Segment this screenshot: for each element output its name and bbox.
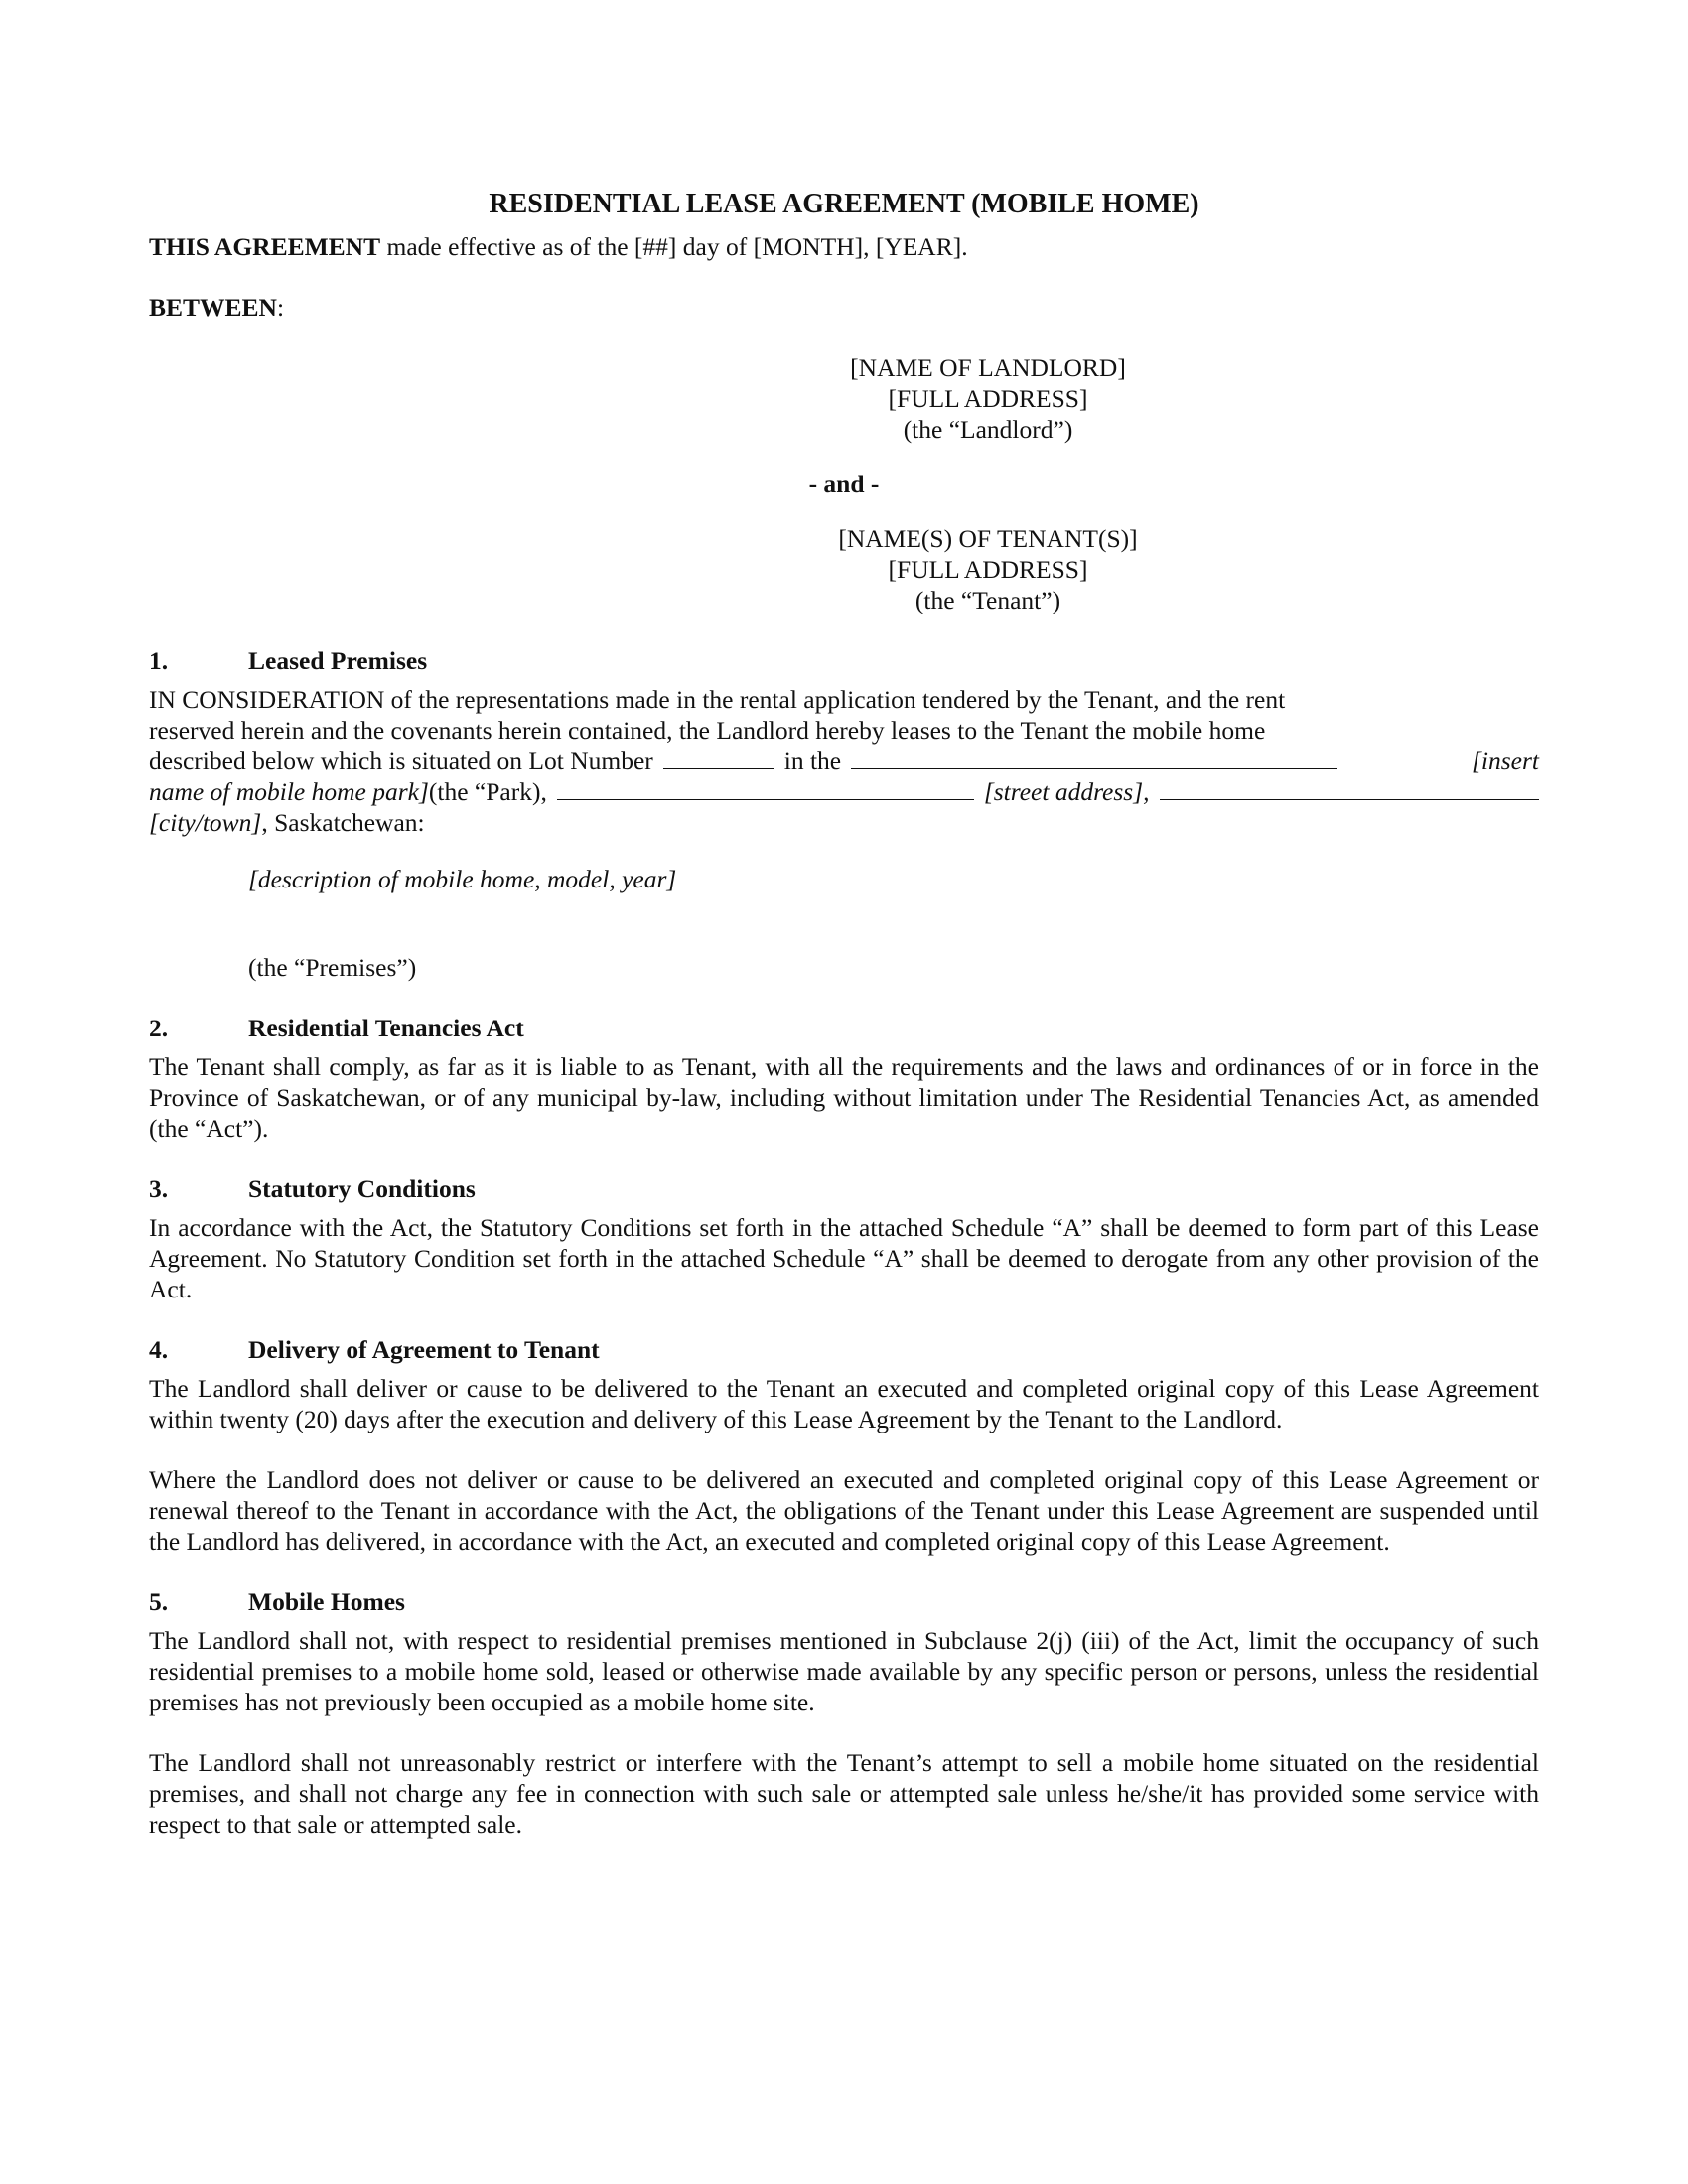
section-3-heading: 3. Statutory Conditions [149, 1174, 476, 1203]
section-4-title: Delivery of Agreement to Tenant [248, 1335, 600, 1364]
tenant-defined: (the “Tenant”) [914, 586, 1061, 614]
landlord-name: [NAME OF LANDLORD] [850, 353, 1126, 382]
lot-number-blank[interactable] [663, 747, 774, 769]
section-5-paragraph-1: The Landlord shall not, with respect to residential premises mentioned in Subclause 2(j) (iii) of the Act, limit the occupancy of such residential premises to a mobile home sold, leased or otherwise made available by any specific person or persons, unless the residential premises has not previously been occupied as a mobile home site. [149, 1626, 1539, 1716]
section-5-heading: 5. Mobile Homes [149, 1587, 405, 1616]
section-1-title: Leased Premises [248, 646, 428, 675]
intro-text: made effective as of the [##] day of [MONTH], [YEAR]. [380, 232, 968, 261]
section-2-title: Residential Tenancies Act [248, 1014, 524, 1042]
tenant-name: [NAME(S) OF TENANT(S)] [838, 524, 1138, 553]
document-title: RESIDENTIAL LEASE AGREEMENT (MOBILE HOME) [489, 189, 1199, 219]
section-2-heading: 2. Residential Tenancies Act [149, 1014, 524, 1042]
section-5-paragraph-2: The Landlord shall not unreasonably restrict or interfere with the Tenant’s attempt to sell a mobile home situated on the residential premises, and shall not charge any fee in connection with such sale or attempted sale unless he/she/it has provided some service with respect to that sale or attempted sale. [149, 1748, 1539, 1839]
intro-bold: THIS AGREEMENT [149, 232, 381, 261]
tenant-block [437, 523, 1539, 615]
park-name-blank[interactable] [851, 747, 1337, 769]
section-4-heading: 4. Delivery of Agreement to Tenant [149, 1335, 600, 1364]
and-separator: - and - [808, 470, 880, 498]
section-1-body: IN CONSIDERATION of the representations made in the rental application tendered by the Tenant, and the rent reserved herein and the covenants herein contained, the Landlord hereby leases to the Tenant the mobile home described below which is situated on Lot Number in the [insert name of mobile home park] (the “Park), [street address], [city/town], Saskatchewan: [149, 685, 1539, 837]
section-4-paragraph-2: Where the Landlord does not deliver or cause to be delivered an executed and completed original copy of this Lease Agreement or renewal thereof to the Tenant in accordance with the Act, the obligations of the Tenant under this Lease Agreement are suspended until the Landlord has delivered, in accordance with the Act, an executed and completed original copy of this Lease Agreement. [149, 1465, 1539, 1556]
intro-paragraph [149, 231, 1539, 262]
between-label: BETWEEN: [149, 293, 285, 322]
section-2-body: The Tenant shall comply, as far as it is liable to as Tenant, with all the requirements and the laws and ordinances of or in force in the Province of Saskatchewan, or of any municipal by-law, including without limitation under The Residential Tenancies Act, as amended (the “Act”). [149, 1052, 1539, 1143]
landlord-address: [FULL ADDRESS] [888, 384, 1088, 413]
section-5-title: Mobile Homes [248, 1587, 405, 1616]
section-3-title: Statutory Conditions [248, 1174, 476, 1203]
document-page [149, 189, 1539, 1840]
tenant-address: [FULL ADDRESS] [888, 555, 1088, 584]
premises-defined: (the “Premises”) [248, 953, 417, 982]
city-blank[interactable] [1160, 777, 1539, 800]
landlord-defined: (the “Landlord”) [903, 415, 1073, 444]
landlord-block [437, 352, 1539, 445]
mobile-home-description: [description of mobile home, model, year] [248, 865, 677, 893]
street-address-blank[interactable] [557, 777, 974, 800]
section-3-body: In accordance with the Act, the Statutory Conditions set forth in the attached Schedule “A” shall be deemed to form part of this Lease Agreement. No Statutory Condition set forth in the attached Schedule “A” shall be deemed to derogate from any other provision of the Act. [149, 1213, 1539, 1303]
section-1-heading: 1. Leased Premises [149, 646, 428, 675]
section-4-paragraph-1: The Landlord shall deliver or cause to be delivered to the Tenant an executed and completed original copy of this Lease Agreement within twenty (20) days after the execution and delivery of this Lease Agreement by the Tenant to the Landlord. [149, 1374, 1539, 1433]
